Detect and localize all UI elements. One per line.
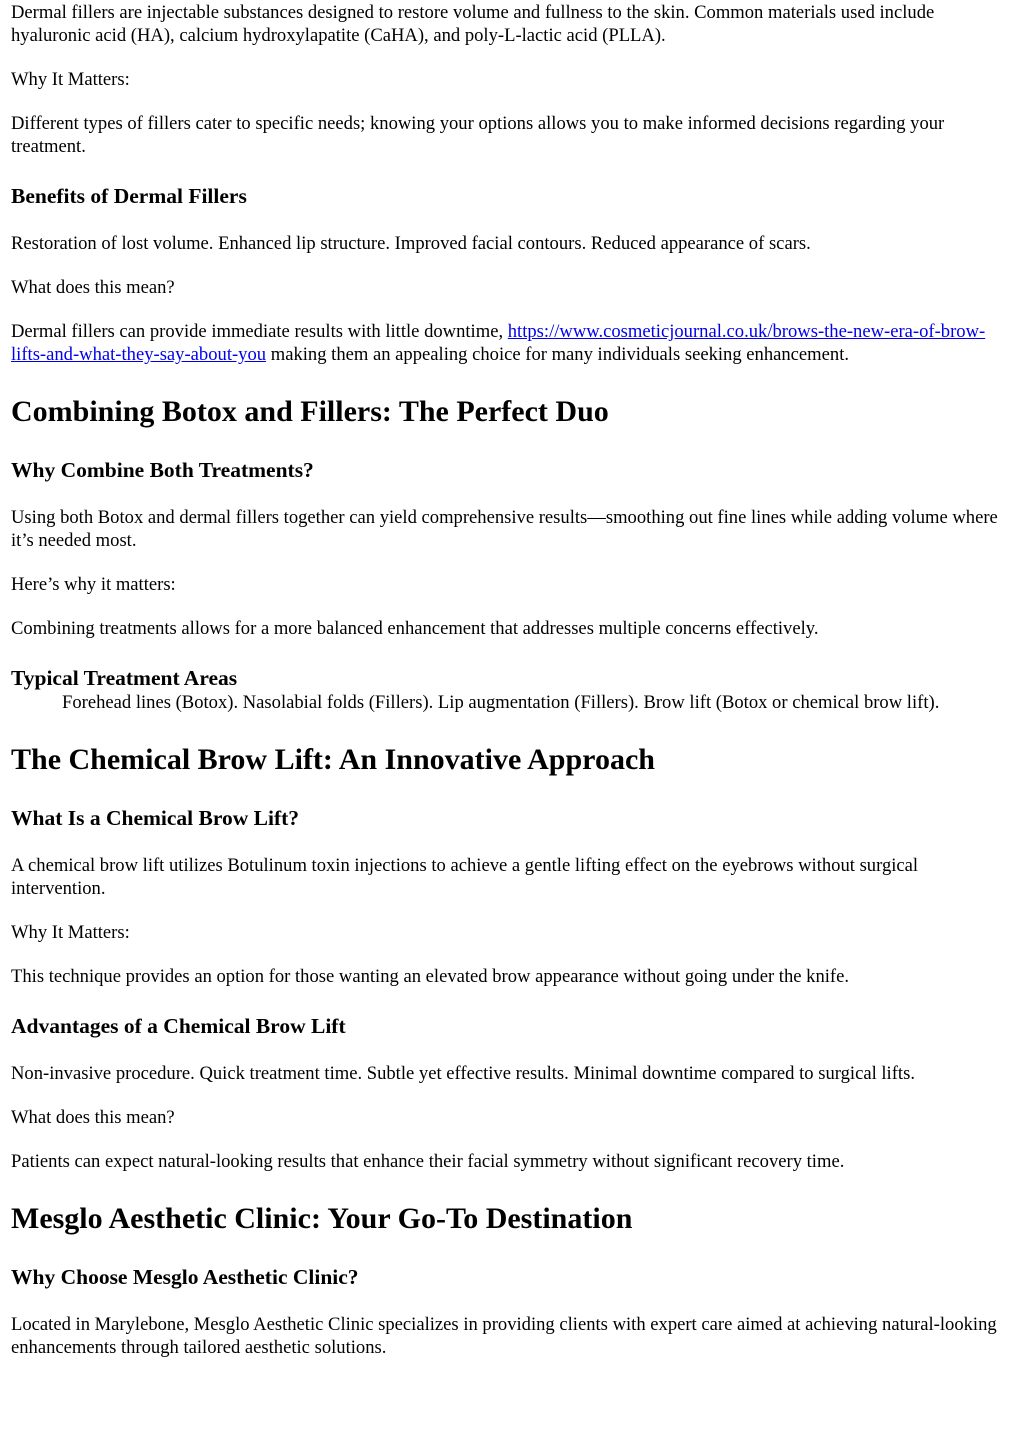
paragraph-what-does-this-mean: What does this mean? — [11, 277, 175, 298]
paragraph-why-it-matters-2: Why It Matters: — [11, 922, 130, 943]
paragraph-immediate-results — [11, 320, 1015, 366]
heading-typical-treatment-areas: Typical Treatment Areas — [11, 666, 238, 690]
heading-why-combine: Why Combine Both Treatments? — [11, 458, 314, 482]
heading-why-choose-mesglo: Why Choose Mesglo Aesthetic Clinic? — [11, 1265, 359, 1289]
paragraph-why-it-matters: Why It Matters: — [11, 69, 130, 90]
heading-advantages-brow-lift: Advantages of a Chemical Brow Lift — [11, 1014, 346, 1038]
treatment-areas-list — [11, 691, 1015, 714]
paragraph-balanced-enhancement: Combining treatments allows for a more balanced enhancement that addresses multiple concerns effectively. — [11, 618, 819, 639]
heading-what-is-chemical-brow-lift: What Is a Chemical Brow Lift? — [11, 806, 300, 830]
paragraph-combine-results: Using both Botox and dermal fillers together can yield comprehensive results—smoothing out fine lines while adding volume where it’s needed most. — [11, 507, 998, 551]
paragraph-benefits-list: Restoration of lost volume. Enhanced lip structure. Improved facial contours. Reduced appearance of scars. — [11, 233, 811, 254]
heading-benefits-of-dermal-fillers: Benefits of Dermal Fillers — [11, 184, 247, 208]
paragraph-text-before-link: Dermal fillers can provide immediate results with little downtime, — [11, 321, 508, 342]
paragraph-mesglo-location: Located in Marylebone, Mesglo Aesthetic Clinic specializes in providing clients with expert care aimed at achieving natural-looking enhancements through tailored aesthetic solutions. — [11, 1314, 997, 1358]
paragraph-filler-types: Different types of fillers cater to specific needs; knowing your options allows you to make informed decisions regarding your treatment. — [11, 113, 945, 157]
paragraph-natural-results: Patients can expect natural-looking results that enhance their facial symmetry without significant recovery time. — [11, 1151, 845, 1172]
heading-mesglo-clinic: Mesglo Aesthetic Clinic: Your Go-To Destination — [11, 1202, 633, 1235]
paragraph-heres-why: Here’s why it matters: — [11, 574, 176, 595]
heading-chemical-brow-lift: The Chemical Brow Lift: An Innovative Approach — [11, 743, 655, 776]
paragraph-technique-option: This technique provides an option for those wanting an elevated brow appearance without going under the knife. — [11, 966, 850, 987]
paragraph-what-does-this-mean-2: What does this mean? — [11, 1107, 175, 1128]
heading-combining-botox-and-fillers: Combining Botox and Fillers: The Perfect Duo — [11, 395, 609, 428]
list-item: Forehead lines (Botox). Nasolabial folds (Fillers). Lip augmentation (Fillers). Brow lift (Botox or chemical brow lift). — [62, 692, 940, 713]
cosmetic-journal-link[interactable]: https://www.cosmeticjournal.co.uk/brows-the-new-era-of-brow-lifts-and-what-they-say-about-you — [11, 321, 986, 365]
paragraph-fillers-intro: Dermal fillers are injectable substances designed to restore volume and fullness to the skin. Common materials used include hyaluronic acid (HA), calcium hydroxylapatite (CaHA), and poly-L-lactic acid (PLLA). — [11, 2, 935, 46]
paragraph-brow-lift-definition: A chemical brow lift utilizes Botulinum toxin injections to achieve a gentle lifting effect on the eyebrows without surgical intervention. — [11, 855, 919, 899]
paragraph-advantages-list: Non-invasive procedure. Quick treatment time. Subtle yet effective results. Minimal downtime compared to surgical lifts. — [11, 1063, 915, 1084]
paragraph-text-after-link: making them an appealing choice for many individuals seeking enhancement. — [266, 344, 850, 365]
